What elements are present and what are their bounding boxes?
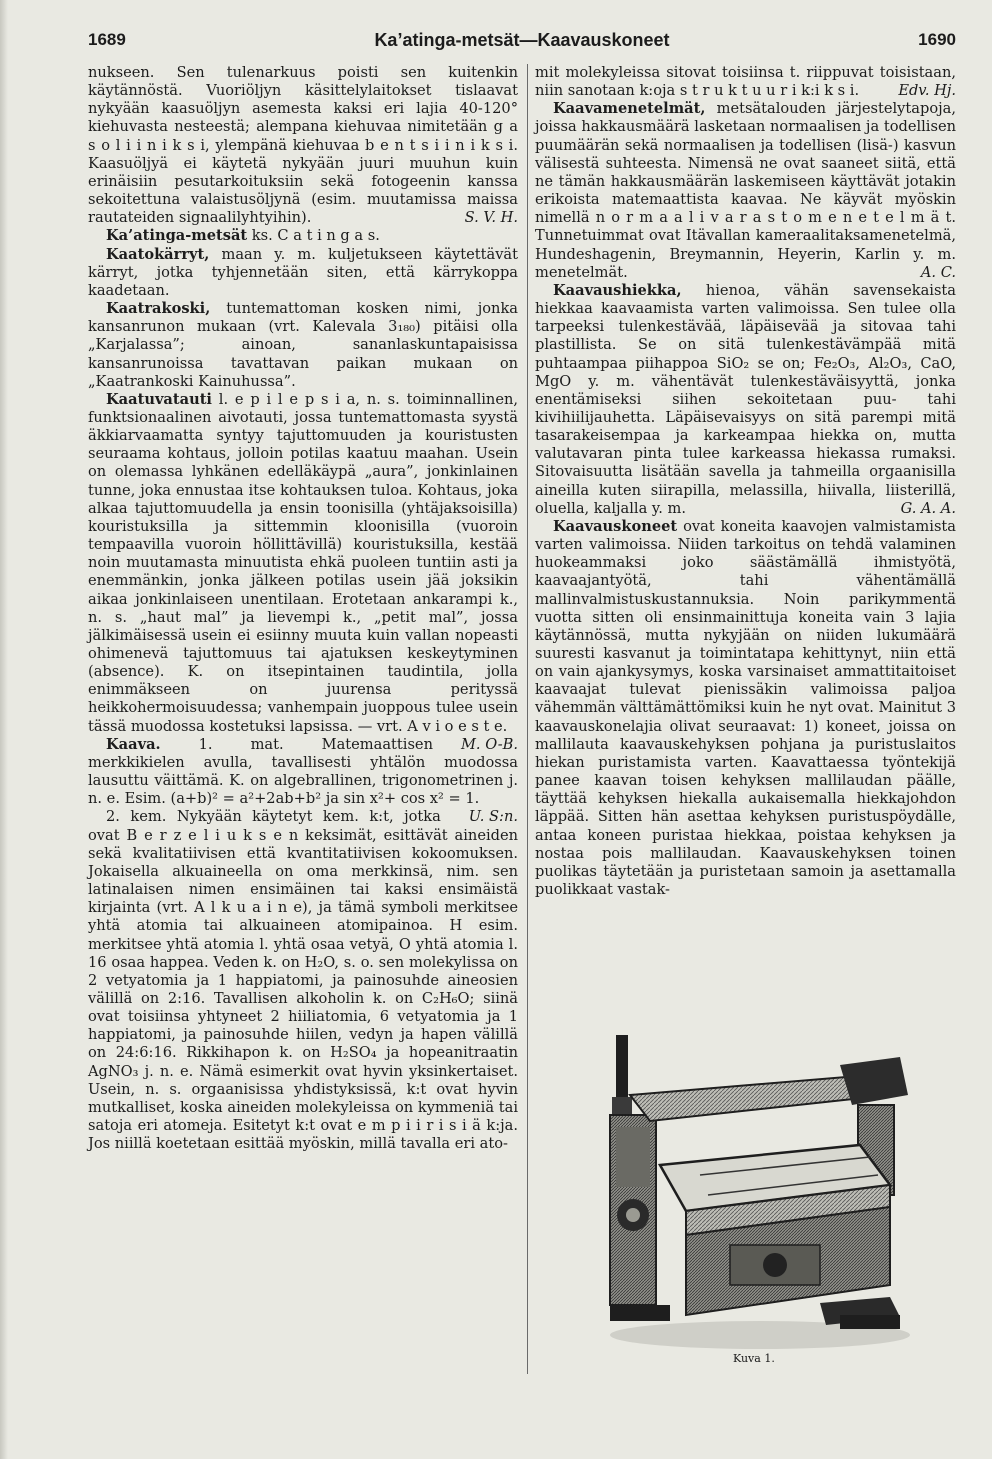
entry-headword: Kaavaushiekka,: [553, 281, 682, 299]
entry-text: nukseen. Sen tulenarkuus poisti sen kuitenkin käytännöstä. Vuoriöljyn käsittelylaitokset tislaavat nykyään kaasuöljyn asemesta kaksi eri lajia 40-120° kiehuvasta nesteestä; alempana kiehuvaa nimitetään g a s o l i i n i k s i, ylempänä kiehuvaa b e n t s i i n i k s i. Kaasuöljyä ei käytetä nykyään juuri muuhun kuin erinäisiin pesutarkoituksiin sekä fotogeenin kanssa sekoitettuna valaistusöljynä (esim. muutamissa maissa rautateiden signaalilyhtyihin).: [88, 64, 518, 227]
entry-continuation: [88, 64, 518, 227]
figure-caption: Kuva 1.: [733, 1352, 775, 1365]
entry-text: ovat koneita kaavojen valmistamista varten valimoissa. Niiden tarkoitus on tehdä valaminen huokeammaksi joko säästämällä ihmistyötä, kaavaajantyötä, tahi vähentämällä mallinvalmistuskustannuksia. Noin parikymmentä vuotta sitten oli ensinmainittuja koneita vain 3 lajia käytännössä, mutta nykyjään on niiden lukumäärä suuresti kasvanut ja toimintatapa kehittynyt, niin että on vain ajankysymys, koska varsinaiset ammattitaitoiset kaavaajat tulevat pienissäkin valimoissa paljoa vähemmän välttämättömiksi kuin he nyt ovat. Mainitut 3 kaavauskonelajia olivat seuraavat: 1) koneet, joissa on mallilauta kaavauskehyksen pohjana ja puristuslaitos hiekan puristamista varten. Kaavattaessa työntekijä panee kaavan toisen kehyksen mallilaudan päälle, täyttää kehyksen hiekalla aukaisemalla hiekkajohdon läppää. Sitten hän asettaa kehyksen puristuspöydälle, antaa koneen puristaa hiekkaa, poistaa kehyksen ja nostaa pois mallilaudan. Kaavauskehyksen toinen puolikas täytetään ja puristetaan samoin ja asettamalla puolikkaat vastak-: [535, 517, 956, 899]
author-signature: S. V. H.: [464, 209, 518, 227]
entry-kaatrakoski: [88, 300, 518, 391]
entry-headword: Kaava.: [106, 735, 161, 753]
entry-text: 1. mat. Matemaattisen merkkikielen avulla, tavallisesti yhtälön muodossa lausuttu väittämä. K. on algebrallinen, trigonometrinen j. n. e. Esim. (a+b)² = a²+2ab+b² ja sin x²+ cos x² = 1.: [88, 735, 518, 808]
entry-kaatokarryt: [88, 246, 518, 300]
entry-headword: Kaatuvatauti: [106, 390, 212, 408]
entry-text: metsätalouden järjestelytapoja, joissa hakkausmäärä lasketaan normaalisen ja todellisen puumäärän sekä normaalisen ja todellisen (lisä-) kasvun välisestä suhteesta. Nimensä ne ovat saaneet siitä, että ne tämän hakkausmäärän laskemiseen käyttävät jotakin erikoista matemaattista kaavaa. Ne käyvät myöskin nimellä n o r m a a l i v a r a s t o m e n e t e l m ä t. Tunnetuimmat ovat Itävallan kameraalitaksamenetelmä, Hundeshagenin, Breymannin, Heyerin, Karlin y. m. menetelmät.: [535, 100, 956, 281]
entry-headword: Kaatrakoski,: [106, 300, 211, 318]
entry-headword: Ka’atinga-metsät: [106, 227, 248, 245]
moulding-machine-illustration: [590, 1035, 920, 1355]
entry-continuation: [535, 64, 956, 100]
author-signature: U. S:n.: [468, 808, 518, 826]
entry-text: hienoa, vähän savensekaista hiekkaa kaavaamista varten valimoissa. Sen tulee olla tarpeeksi tulenkestävää, läpäisevää ja sitovaa tahi plastillista. Se on sitä tulenkestävämpää mitä puhtaampaa piihappoa SiO₂ se on; Fe₂O₃, Al₂O₃, CaO, MgO y. m. vähentävät tulenkestäväisyyttä, jonka enentämiseksi siihen sekoitetaan puu- tahi kivihiilijauhetta. Läpäisevaisyys on sitä parempi mitä tasarakeisempaa ja karkeampaa hiekka on, mutta valutavaran pinta tulee karkeassa hiekassa rumaksi. Sitovaisuutta lisätään savella ja tahmeilla orgaanisilla aineilla kuten siirapilla, melassilla, hiivalla, liisterillä, oluella, kaljalla y. m.: [535, 281, 956, 517]
page-number-left: 1689: [88, 30, 126, 49]
page-edge-shadow: [0, 0, 8, 1459]
left-column: [88, 64, 518, 1153]
page-number-right: 1690: [918, 30, 956, 49]
entry-text: l. e p i l e p s i a, n. s. toiminnallinen, funktsionaalinen aivotauti, jossa tuntemattomasta syystä äkkiarvaamatta syntyy tajuttomuuden ja kouristusten seuraama kohtaus, jolloin potilas kaatuu maahan. Usein on olemassa lyhkänen edelläkäypä „aura”, jonkinlainen tunne, joka ennustaa itse kohtauksen tuloa. Kohtaus, joka alkaa tajuttomuudella ja ensin toonisilla (yhtäjaksoisilla) kouristuksilla ja sittemmin kloonisilla (vuoroin tempaavilla vuoroin höllittävillä) kouristuksilla, kestää noin muutamasta minuutista ehkä puoleen tuntiin asti ja enemmänkin, jonka jälkeen potilas usein jää joksikin aikaa jonkinlaiseen unentilaan. Erotetaan ankarampi k., n. s. „haut mal” ja lievempi k., „petit mal”, jossa jälkimäisessä usein ei esiinny muuta kuin vallan nopeasti ohimenevä tajuttomuus tai ajatuksen keskeytyminen (absence). K. on itsepintainen taudintila, jolla enimmäkseen on juurensa perityssä heikkohermoisuudessa; vanhempain juoppous tulee usein tässä muodossa kostetuksi lapsissa. — vrt. A v i o e s t e.: [88, 390, 518, 735]
entry-kaavamenetelmat: [535, 100, 956, 282]
author-signature: A. C.: [920, 263, 956, 281]
entry-text: maan y. m. kuljetukseen käytettävät kärryt, jotka tyhjennetään siten, että kärrykoppa kaadetaan.: [88, 245, 518, 299]
entry-text: ks. C a t i n g a s.: [247, 227, 380, 245]
entry-text: tuntemattoman kosken nimi, jonka kansanrunon mukaan (vrt. Kalevala 3₁₈₀) pitäisi olla „Karjalassa”; ainoan, sananlaskuntapaisissa kansanrunoissa tavattavan paikan mukaan on „Kaatrankoski Kainuhussa”.: [88, 300, 518, 390]
entry-headword: Kaatokärryt,: [106, 245, 210, 263]
running-title: Ka’atinga-metsät—Kaavauskoneet: [374, 30, 670, 50]
right-column: [535, 64, 956, 899]
entry-katinga: [88, 227, 518, 245]
entry-text: 2. kem. Nykyään käytetyt kem. k:t, jotka ovat B e r z e l i u k s e n keksimät, esittävät aineiden sekä kvalitatiivisen että kvantitatiivisen kokoomuksen. Jokaisella alkuaineella on oma merkkinsä, nim. sen latinalaisen nimen ensimäinen tai kaksi ensimäistä kirjainta (vrt. A l k u a i n e), ja tämä symboli merkitsee yhtä atomia tai alkuaineen atomipainoa. H esim. merkitsee yhtä atomia l. yhtä osaa vetyä, O yhtä atomia l. 16 osaa happea. Veden k. on H₂O, s. o. sen molekylissa on 2 vetyatomia ja 1 happiatomi, ja painosuhde aineosien välillä on 2:16. Tavallisen alkoholin k. on C₂H₆O; siinä ovat toisiinsa yhtyneet 2 hiiliatomia, 6 vetyatomia ja 1 happiatomi, ja painosuhde hiilen, vedyn ja hapen välillä on 24:6:16. Rikkihapon k. on H₂SO₄ ja hopeanitraatin AgNO₃ j. n. e. Nämä esimerkit ovat hyvin yksinkertaiset. Usein, n. s. orgaanisissa yhdistyksissä, k:t ovat hyvin mutkalliset, koska aineiden molekyleissa on kymmeniä tai satoja eri atomeja. Esitetyt k:t ovat e m p i i r i s i ä k:ja. Jos niillä koetetaan esittää myöskin, millä tavalla eri ato-: [88, 808, 518, 1153]
entry-headword: Kaavamenetelmät,: [553, 100, 706, 118]
entry-text: mit molekyleissa sitovat toisiinsa t. riippuvat toisistaan, niin sanotaan k:oja s t r u k t u u r i k:i k s i.: [535, 64, 956, 100]
column-divider: [527, 64, 528, 1374]
author-signature: G. A. A.: [900, 499, 956, 517]
running-header: [88, 30, 956, 54]
entry-kaavauskoneet: [535, 518, 956, 899]
entry-headword: Kaavauskoneet: [553, 517, 678, 535]
author-signature: Edv. Hj.: [898, 82, 956, 100]
entry-kaava-chem: [88, 808, 518, 1153]
author-signature: M. O-B.: [460, 735, 518, 753]
entry-kaavaushiekka: [535, 282, 956, 518]
